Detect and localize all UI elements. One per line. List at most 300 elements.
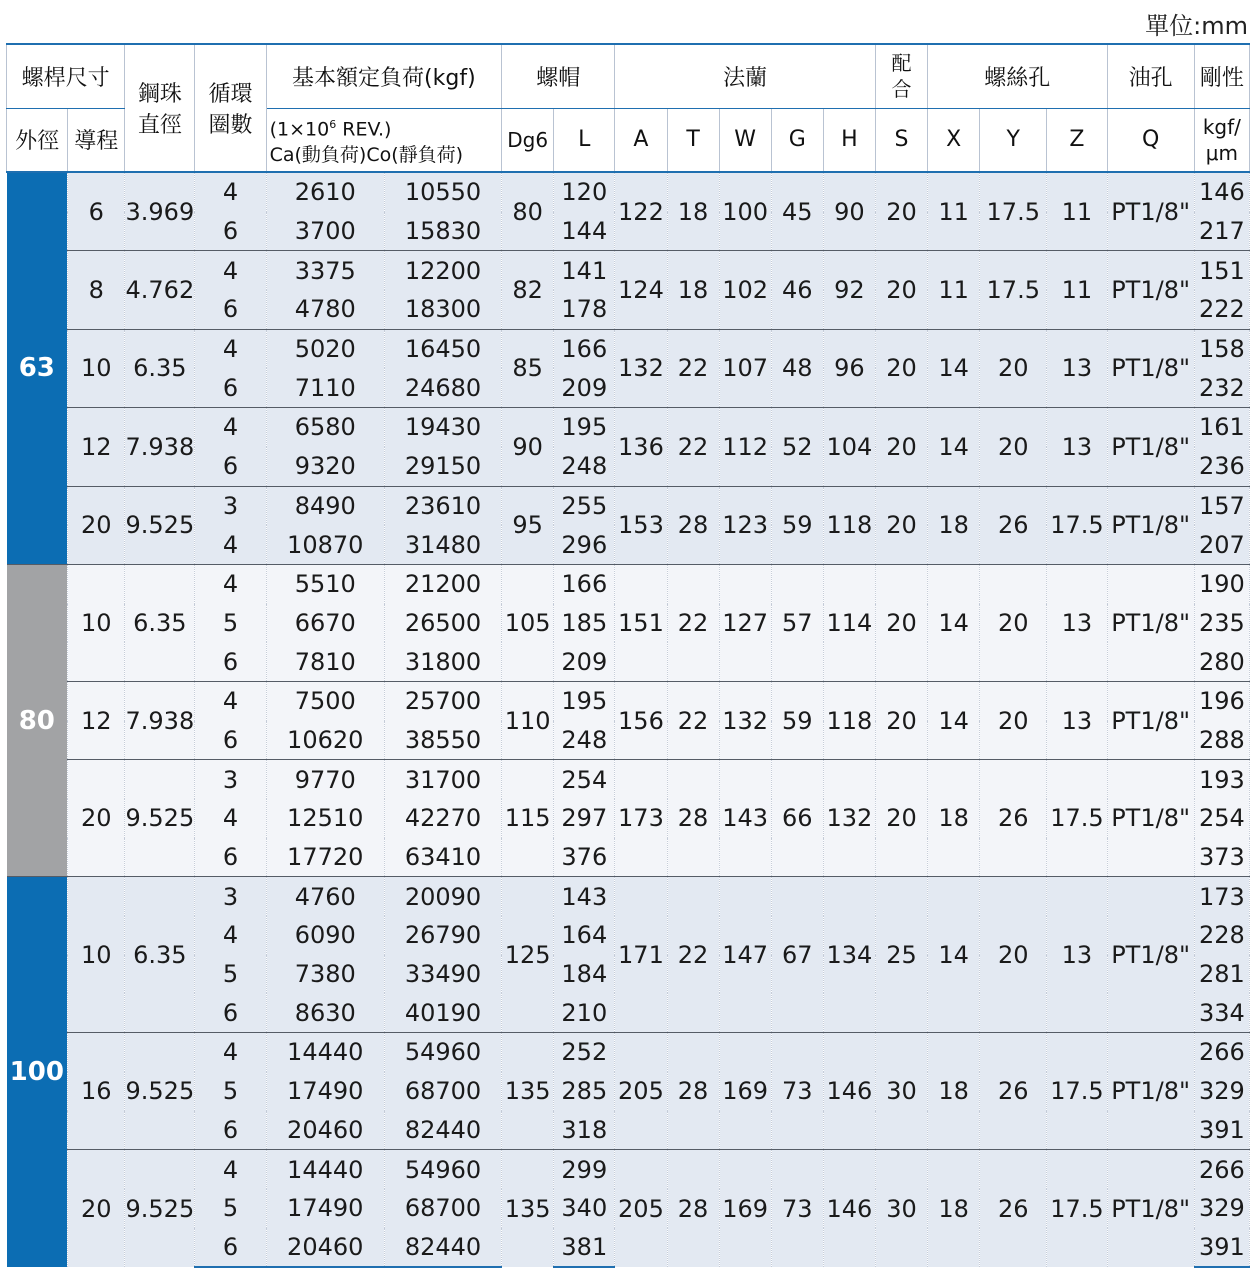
- stiffness-cell: 161: [1194, 408, 1249, 447]
- stiffness-cell: 222: [1194, 290, 1249, 329]
- dim-a-cell: 124: [615, 251, 667, 329]
- circuits-cell: 3: [195, 877, 266, 916]
- stiffness-cell: 157: [1194, 486, 1249, 525]
- dim-g-cell: 59: [771, 681, 823, 759]
- dim-h-cell: 118: [823, 486, 875, 564]
- dynamic-load-cell: 9770: [266, 760, 384, 799]
- nut-dg6-cell: 135: [502, 1150, 554, 1268]
- dim-t-cell: 18: [667, 172, 719, 251]
- stiffness-cell: 190: [1194, 564, 1249, 603]
- dim-z-cell: 13: [1047, 681, 1107, 759]
- circuits-cell: 5: [195, 1189, 266, 1228]
- dim-t-cell: 28: [667, 760, 719, 877]
- dim-h-cell: 134: [823, 877, 875, 1033]
- stiffness-cell: 228: [1194, 916, 1249, 955]
- lead-cell: 6: [68, 172, 125, 251]
- dim-g-cell: 73: [771, 1033, 823, 1150]
- dim-s-cell: 20: [875, 408, 927, 486]
- dim-q-cell: PT1/8": [1107, 486, 1194, 564]
- dim-q-cell: PT1/8": [1107, 1033, 1194, 1150]
- dim-g-cell: 46: [771, 251, 823, 329]
- dim-q-cell: PT1/8": [1107, 251, 1194, 329]
- dim-z-cell: 17.5: [1047, 760, 1107, 877]
- dim-x-cell: 18: [928, 760, 980, 877]
- outer-diameter-label: 80: [7, 564, 68, 877]
- dim-h-cell: 92: [823, 251, 875, 329]
- nut-length-cell: 252: [554, 1033, 615, 1072]
- table-row: [7, 251, 1250, 290]
- static-load-cell: 40190: [384, 993, 501, 1032]
- circuits-cell: 6: [195, 642, 266, 681]
- dim-h-cell: 132: [823, 760, 875, 877]
- dim-a-cell: 153: [615, 486, 667, 564]
- ball-diameter-cell: 9.525: [125, 1150, 195, 1268]
- dynamic-load-cell: 14440: [266, 1150, 384, 1189]
- dim-a-cell: 171: [615, 877, 667, 1033]
- dim-z-cell: 17.5: [1047, 486, 1107, 564]
- dim-t-cell: 22: [667, 329, 719, 407]
- ball-diameter-cell: 3.969: [125, 172, 195, 251]
- stiffness-cell: 266: [1194, 1150, 1249, 1189]
- dim-x-cell: 11: [928, 251, 980, 329]
- dim-a-cell: 132: [615, 329, 667, 407]
- ball-diameter-cell: 4.762: [125, 251, 195, 329]
- circuits-cell: 5: [195, 1072, 266, 1111]
- stiffness-cell: 391: [1194, 1228, 1249, 1268]
- static-load-cell: 68700: [384, 1189, 501, 1228]
- dim-t-cell: 22: [667, 408, 719, 486]
- stiffness-cell: 232: [1194, 368, 1249, 407]
- nut-length-cell: 210: [554, 993, 615, 1032]
- dynamic-load-cell: 20460: [266, 1228, 384, 1268]
- nut-length-cell: 381: [554, 1228, 615, 1268]
- circuits-cell: 3: [195, 486, 266, 525]
- nut-length-cell: 340: [554, 1189, 615, 1228]
- ball-diameter-cell: 6.35: [125, 329, 195, 407]
- stiffness-cell: 235: [1194, 604, 1249, 643]
- lead-cell: 20: [68, 760, 125, 877]
- nut-length-cell: 178: [554, 290, 615, 329]
- header-screw-size: 螺桿尺寸: [7, 44, 125, 108]
- nut-length-cell: 166: [554, 564, 615, 603]
- nut-length-cell: 195: [554, 408, 615, 447]
- dim-g-cell: 48: [771, 329, 823, 407]
- dim-z-cell: 13: [1047, 877, 1107, 1033]
- stiffness-cell: 236: [1194, 447, 1249, 486]
- header-L: L: [554, 108, 615, 172]
- dynamic-load-cell: 9320: [266, 447, 384, 486]
- dim-t-cell: 22: [667, 681, 719, 759]
- header-nut: 螺帽: [502, 44, 615, 108]
- dim-y-cell: 26: [980, 1150, 1047, 1268]
- nut-dg6-cell: 135: [502, 1033, 554, 1150]
- header-stiffness: 剛性: [1194, 44, 1249, 108]
- static-load-cell: 63410: [384, 838, 501, 877]
- dim-y-cell: 26: [980, 486, 1047, 564]
- nut-length-cell: 209: [554, 642, 615, 681]
- dim-x-cell: 18: [928, 1150, 980, 1268]
- dim-s-cell: 20: [875, 760, 927, 877]
- circuits-cell: 4: [195, 564, 266, 603]
- dim-s-cell: 30: [875, 1150, 927, 1268]
- dim-q-cell: PT1/8": [1107, 172, 1194, 251]
- dim-x-cell: 14: [928, 877, 980, 1033]
- dim-x-cell: 14: [928, 329, 980, 407]
- static-load-cell: 31800: [384, 642, 501, 681]
- dim-h-cell: 146: [823, 1150, 875, 1268]
- dim-y-cell: 20: [980, 408, 1047, 486]
- dim-x-cell: 11: [928, 172, 980, 251]
- static-load-cell: 21200: [384, 564, 501, 603]
- dim-y-cell: 20: [980, 329, 1047, 407]
- table-row: [7, 172, 1250, 212]
- circuits-cell: 4: [195, 681, 266, 720]
- dim-g-cell: 57: [771, 564, 823, 681]
- dim-y-cell: 26: [980, 1033, 1047, 1150]
- dim-w-cell: 169: [719, 1033, 771, 1150]
- stiffness-cell: 281: [1194, 955, 1249, 994]
- ballscrew-spec-table: [6, 43, 1250, 1268]
- dynamic-load-cell: 6670: [266, 604, 384, 643]
- static-load-cell: 38550: [384, 721, 501, 760]
- static-load-cell: 18300: [384, 290, 501, 329]
- table-row: [7, 408, 1250, 447]
- circuits-cell: 6: [195, 838, 266, 877]
- dim-q-cell: PT1/8": [1107, 681, 1194, 759]
- stiffness-cell: 173: [1194, 877, 1249, 916]
- dim-q-cell: PT1/8": [1107, 564, 1194, 681]
- dim-x-cell: 14: [928, 681, 980, 759]
- ball-diameter-cell: 7.938: [125, 681, 195, 759]
- dynamic-load-cell: 3700: [266, 212, 384, 251]
- nut-dg6-cell: 85: [502, 329, 554, 407]
- circuits-cell: 5: [195, 604, 266, 643]
- nut-length-cell: 166: [554, 329, 615, 368]
- nut-length-cell: 285: [554, 1072, 615, 1111]
- lead-cell: 10: [68, 329, 125, 407]
- table-row: [7, 564, 1250, 603]
- stiffness-cell: 334: [1194, 993, 1249, 1032]
- circuits-cell: 4: [195, 799, 266, 838]
- dim-g-cell: 73: [771, 1150, 823, 1268]
- nut-length-cell: 254: [554, 760, 615, 799]
- static-load-cell: 20090: [384, 877, 501, 916]
- dynamic-load-cell: 7110: [266, 368, 384, 407]
- stiffness-cell: 196: [1194, 681, 1249, 720]
- circuits-cell: 4: [195, 408, 266, 447]
- header-load-rating: 基本額定負荷(kgf): [266, 44, 502, 108]
- dim-q-cell: PT1/8": [1107, 1150, 1194, 1268]
- header-Q: Q: [1107, 108, 1194, 172]
- dim-g-cell: 52: [771, 408, 823, 486]
- dim-a-cell: 205: [615, 1033, 667, 1150]
- dim-h-cell: 104: [823, 408, 875, 486]
- dim-s-cell: 25: [875, 877, 927, 1033]
- header-A: A: [615, 108, 667, 172]
- header-od: 外徑: [7, 108, 68, 172]
- dynamic-load-cell: 12510: [266, 799, 384, 838]
- circuits-cell: 6: [195, 1228, 266, 1268]
- stiffness-cell: 254: [1194, 799, 1249, 838]
- static-load-cell: 23610: [384, 486, 501, 525]
- header-circuits: 循環 圈數: [195, 44, 266, 172]
- stiffness-cell: 266: [1194, 1033, 1249, 1072]
- dim-x-cell: 18: [928, 486, 980, 564]
- header-lead: 導程: [68, 108, 125, 172]
- unit-label: 單位:mm: [1145, 12, 1248, 40]
- dynamic-load-cell: 17490: [266, 1072, 384, 1111]
- dynamic-load-cell: 7810: [266, 642, 384, 681]
- dynamic-load-cell: 7500: [266, 681, 384, 720]
- nut-length-cell: 248: [554, 721, 615, 760]
- dynamic-load-cell: 17490: [266, 1189, 384, 1228]
- dim-q-cell: PT1/8": [1107, 408, 1194, 486]
- static-load-cell: 54960: [384, 1150, 501, 1189]
- static-load-cell: 10550: [384, 172, 501, 212]
- ball-diameter-cell: 6.35: [125, 564, 195, 681]
- header-W: W: [719, 108, 771, 172]
- dim-w-cell: 107: [719, 329, 771, 407]
- nut-dg6-cell: 125: [502, 877, 554, 1033]
- nut-length-cell: 195: [554, 681, 615, 720]
- static-load-cell: 19430: [384, 408, 501, 447]
- dynamic-load-cell: 3375: [266, 251, 384, 290]
- table-row: [7, 1033, 1250, 1072]
- table-row: [7, 329, 1250, 368]
- circuits-cell: 4: [195, 916, 266, 955]
- dim-y-cell: 20: [980, 681, 1047, 759]
- header-stiffness-unit: kgf/ μm: [1194, 108, 1249, 172]
- dim-y-cell: 17.5: [980, 172, 1047, 251]
- static-load-cell: 16450: [384, 329, 501, 368]
- ball-diameter-cell: 7.938: [125, 408, 195, 486]
- nut-length-cell: 184: [554, 955, 615, 994]
- nut-dg6-cell: 115: [502, 760, 554, 877]
- static-load-cell: 12200: [384, 251, 501, 290]
- table-row: [7, 877, 1250, 916]
- dim-t-cell: 22: [667, 564, 719, 681]
- nut-dg6-cell: 90: [502, 408, 554, 486]
- ball-diameter-cell: 9.525: [125, 760, 195, 877]
- dim-z-cell: 13: [1047, 408, 1107, 486]
- stiffness-cell: 373: [1194, 838, 1249, 877]
- dim-q-cell: PT1/8": [1107, 877, 1194, 1033]
- dim-g-cell: 45: [771, 172, 823, 251]
- lead-cell: 10: [68, 877, 125, 1033]
- lead-cell: 10: [68, 564, 125, 681]
- table-row: [7, 486, 1250, 525]
- dim-q-cell: PT1/8": [1107, 329, 1194, 407]
- circuits-cell: 6: [195, 290, 266, 329]
- dim-h-cell: 146: [823, 1033, 875, 1150]
- dim-z-cell: 13: [1047, 329, 1107, 407]
- lead-cell: 20: [68, 486, 125, 564]
- circuits-cell: 6: [195, 447, 266, 486]
- stiffness-cell: 193: [1194, 760, 1249, 799]
- ball-diameter-cell: 9.525: [125, 486, 195, 564]
- table-row: [7, 760, 1250, 799]
- dim-w-cell: 127: [719, 564, 771, 681]
- nut-dg6-cell: 105: [502, 564, 554, 681]
- stiffness-cell: 288: [1194, 721, 1249, 760]
- dim-t-cell: 28: [667, 486, 719, 564]
- nut-length-cell: 141: [554, 251, 615, 290]
- dim-w-cell: 123: [719, 486, 771, 564]
- nut-length-cell: 164: [554, 916, 615, 955]
- stiffness-cell: 146: [1194, 172, 1249, 212]
- dim-x-cell: 14: [928, 564, 980, 681]
- static-load-cell: 82440: [384, 1111, 501, 1150]
- outer-diameter-label: 63: [7, 172, 68, 564]
- header-Z: Z: [1047, 108, 1107, 172]
- dim-a-cell: 136: [615, 408, 667, 486]
- outer-diameter-label: 100: [7, 877, 68, 1267]
- stiffness-cell: 151: [1194, 251, 1249, 290]
- lead-cell: 16: [68, 1033, 125, 1150]
- circuits-cell: 3: [195, 760, 266, 799]
- dim-y-cell: 26: [980, 760, 1047, 877]
- dim-a-cell: 151: [615, 564, 667, 681]
- nut-length-cell: 185: [554, 604, 615, 643]
- dynamic-load-cell: 8630: [266, 993, 384, 1032]
- stiffness-cell: 158: [1194, 329, 1249, 368]
- dynamic-load-cell: 7380: [266, 955, 384, 994]
- ball-diameter-cell: 9.525: [125, 1033, 195, 1150]
- header-dg6: Dg6: [502, 108, 554, 172]
- dim-z-cell: 17.5: [1047, 1150, 1107, 1268]
- dim-w-cell: 143: [719, 760, 771, 877]
- static-load-cell: 54960: [384, 1033, 501, 1072]
- nut-dg6-cell: 80: [502, 172, 554, 251]
- circuits-cell: 6: [195, 368, 266, 407]
- stiffness-cell: 280: [1194, 642, 1249, 681]
- circuits-cell: 6: [195, 993, 266, 1032]
- circuits-cell: 4: [195, 251, 266, 290]
- circuits-cell: 6: [195, 721, 266, 760]
- dim-y-cell: 20: [980, 877, 1047, 1033]
- dim-s-cell: 20: [875, 681, 927, 759]
- header-oil-hole: 油孔: [1107, 44, 1194, 108]
- dynamic-load-cell: 5510: [266, 564, 384, 603]
- header-X: X: [928, 108, 980, 172]
- circuits-cell: 4: [195, 1033, 266, 1072]
- dim-z-cell: 11: [1047, 251, 1107, 329]
- static-load-cell: 25700: [384, 681, 501, 720]
- dim-w-cell: 102: [719, 251, 771, 329]
- stiffness-cell: 207: [1194, 525, 1249, 564]
- dim-g-cell: 59: [771, 486, 823, 564]
- dynamic-load-cell: 5020: [266, 329, 384, 368]
- dim-t-cell: 22: [667, 877, 719, 1033]
- dynamic-load-cell: 6090: [266, 916, 384, 955]
- header-G: G: [771, 108, 823, 172]
- nut-dg6-cell: 95: [502, 486, 554, 564]
- dynamic-load-cell: 6580: [266, 408, 384, 447]
- stiffness-cell: 329: [1194, 1072, 1249, 1111]
- dim-a-cell: 156: [615, 681, 667, 759]
- header-S: S: [875, 108, 927, 172]
- dim-a-cell: 122: [615, 172, 667, 251]
- static-load-cell: 33490: [384, 955, 501, 994]
- dynamic-load-cell: 14440: [266, 1033, 384, 1072]
- dim-z-cell: 17.5: [1047, 1033, 1107, 1150]
- nut-length-cell: 296: [554, 525, 615, 564]
- header-H: H: [823, 108, 875, 172]
- nut-length-cell: 209: [554, 368, 615, 407]
- static-load-cell: 31480: [384, 525, 501, 564]
- dim-s-cell: 30: [875, 1033, 927, 1150]
- dim-x-cell: 14: [928, 408, 980, 486]
- dim-w-cell: 147: [719, 877, 771, 1033]
- static-load-cell: 15830: [384, 212, 501, 251]
- header-Y: Y: [980, 108, 1047, 172]
- dim-x-cell: 18: [928, 1033, 980, 1150]
- dim-h-cell: 90: [823, 172, 875, 251]
- dim-z-cell: 13: [1047, 564, 1107, 681]
- dim-w-cell: 132: [719, 681, 771, 759]
- circuits-cell: 4: [195, 1150, 266, 1189]
- dim-s-cell: 20: [875, 564, 927, 681]
- static-load-cell: 24680: [384, 368, 501, 407]
- nut-length-cell: 376: [554, 838, 615, 877]
- stiffness-cell: 391: [1194, 1111, 1249, 1150]
- header-ball-diameter: 鋼珠 直徑: [125, 44, 195, 172]
- dynamic-load-cell: 4780: [266, 290, 384, 329]
- static-load-cell: 82440: [384, 1228, 501, 1268]
- dim-g-cell: 66: [771, 760, 823, 877]
- dim-s-cell: 20: [875, 251, 927, 329]
- nut-length-cell: 144: [554, 212, 615, 251]
- header-bolt-hole: 螺絲孔: [928, 44, 1107, 108]
- header-rev-ca-co: ($1\times 10^6$ REV.) Ca(動負荷)Co(靜負荷): [266, 108, 502, 172]
- static-load-cell: 68700: [384, 1072, 501, 1111]
- nut-length-cell: 143: [554, 877, 615, 916]
- circuits-cell: 4: [195, 525, 266, 564]
- dim-h-cell: 114: [823, 564, 875, 681]
- dim-t-cell: 28: [667, 1150, 719, 1268]
- header-flange: 法蘭: [615, 44, 876, 108]
- nut-dg6-cell: 82: [502, 251, 554, 329]
- static-load-cell: 29150: [384, 447, 501, 486]
- dynamic-load-cell: 17720: [266, 838, 384, 877]
- dim-z-cell: 11: [1047, 172, 1107, 251]
- circuits-cell: 5: [195, 955, 266, 994]
- dim-t-cell: 18: [667, 251, 719, 329]
- dynamic-load-cell: 2610: [266, 172, 384, 212]
- dim-w-cell: 169: [719, 1150, 771, 1268]
- lead-cell: 12: [68, 681, 125, 759]
- static-load-cell: 42270: [384, 799, 501, 838]
- nut-length-cell: 318: [554, 1111, 615, 1150]
- dim-t-cell: 28: [667, 1033, 719, 1150]
- table-row: [7, 681, 1250, 720]
- static-load-cell: 31700: [384, 760, 501, 799]
- dynamic-load-cell: 10870: [266, 525, 384, 564]
- circuits-cell: 6: [195, 1111, 266, 1150]
- header-fit: 配 合: [875, 44, 927, 108]
- lead-cell: 8: [68, 251, 125, 329]
- dynamic-load-cell: 10620: [266, 721, 384, 760]
- nut-length-cell: 248: [554, 447, 615, 486]
- dim-g-cell: 67: [771, 877, 823, 1033]
- ball-diameter-cell: 6.35: [125, 877, 195, 1033]
- table-row: [7, 1150, 1250, 1189]
- lead-cell: 12: [68, 408, 125, 486]
- circuits-cell: 4: [195, 172, 266, 212]
- dynamic-load-cell: 8490: [266, 486, 384, 525]
- dim-s-cell: 20: [875, 486, 927, 564]
- dim-h-cell: 118: [823, 681, 875, 759]
